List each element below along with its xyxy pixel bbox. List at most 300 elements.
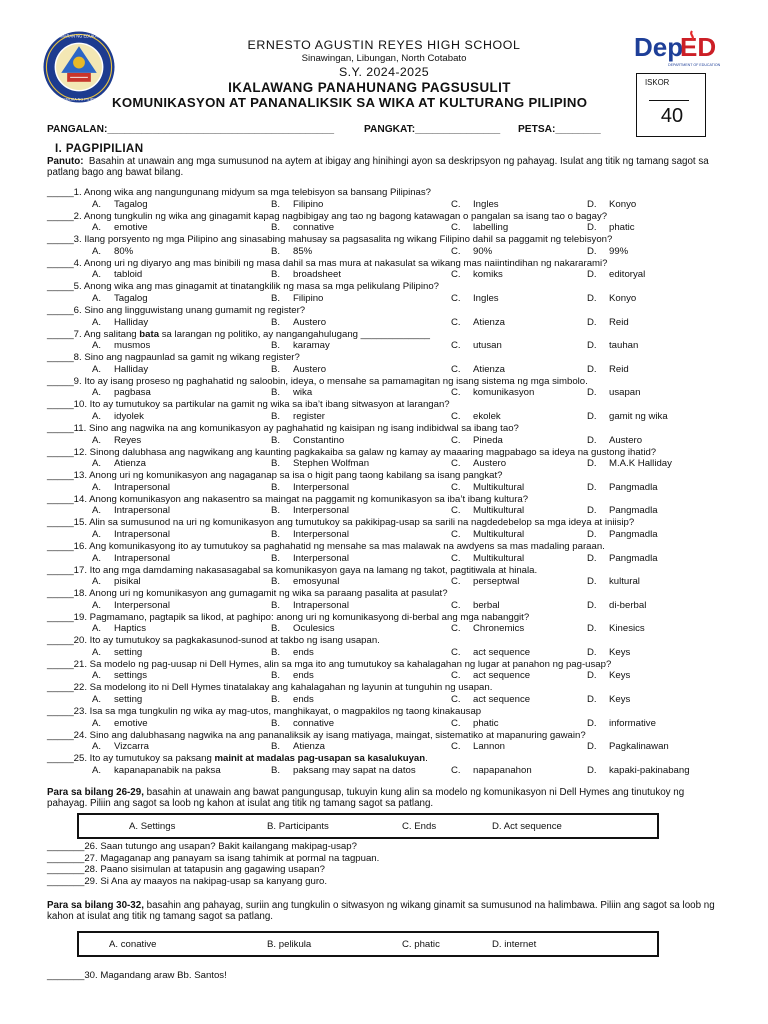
option-a[interactable] — [92, 529, 170, 541]
option-d[interactable] — [587, 458, 672, 470]
short-answer-item[interactable]: _______27. Magaganap ang panayam sa isang tahimik at pormal na tagpuan. — [47, 852, 380, 864]
question-item — [47, 753, 737, 777]
svg-text:ED: ED — [680, 32, 717, 62]
svg-text:REPUBLIKA NG PILIPINAS: REPUBLIKA NG PILIPINAS — [56, 97, 102, 102]
question-text[interactable]: _____1. Anong wika ang nangungunang midyum sa mga telebisyon sa bansang Pilipinas? — [47, 187, 432, 198]
option-d[interactable] — [587, 364, 629, 376]
option-letter: C. — [451, 599, 461, 611]
option-b[interactable] — [271, 553, 349, 565]
option-text: Tagalog — [114, 292, 148, 304]
option-b[interactable] — [271, 718, 334, 730]
question-item — [47, 234, 737, 258]
option-a[interactable] — [92, 647, 142, 659]
question-text[interactable]: _____12. Sinong dalubhasa ang nagwikang ang kaunting pagkakaiba sa galaw ng kamay ay maaaring magpabago sa ideya na gustong ihatid? — [47, 446, 657, 458]
option-letter: C. — [451, 245, 461, 257]
option-letter: B. — [271, 481, 281, 493]
option-letter: C. — [451, 363, 461, 375]
option-letter: B. — [271, 694, 281, 706]
option-c[interactable] — [451, 765, 532, 777]
option-letter: A. — [92, 599, 102, 611]
school-address: Sinawingan, Libungan, North Cotabato — [301, 53, 467, 64]
instructions — [47, 156, 723, 179]
option-c[interactable] — [451, 364, 505, 376]
option-text: napapanahon — [473, 764, 532, 776]
option-c[interactable] — [451, 553, 524, 565]
option-d[interactable] — [587, 765, 690, 777]
option-b[interactable] — [271, 647, 314, 659]
question-text[interactable]: _____23. Isa sa mga tungkulin ng wika ay mag-utos, manghikayat, o magpakilos ng taong kinakausap — [47, 706, 482, 718]
short-answer-item[interactable]: _______29. Si Ana ay maayos na nakipag-usap sa kanyang guro. — [47, 875, 328, 887]
option-a[interactable] — [92, 482, 170, 494]
option-letter: A. — [92, 434, 102, 446]
answer-options — [47, 411, 737, 423]
option-c[interactable] — [451, 387, 534, 399]
option-text: Lannon — [473, 741, 506, 753]
question-item — [47, 281, 737, 305]
option-c[interactable] — [451, 694, 530, 706]
option-letter: A. — [92, 670, 102, 682]
exam-title: IKALAWANG PANAHUNANG PAGSUSULIT — [228, 80, 511, 95]
option-a[interactable] — [92, 553, 170, 565]
option-a[interactable] — [92, 269, 142, 281]
option-text: Keys — [609, 694, 631, 706]
option-letter: B. — [271, 552, 281, 564]
option-b[interactable] — [271, 435, 344, 447]
short-answer-item[interactable]: _______28. Paano sisimulan at tatapusin ang gagawing usapan? — [47, 864, 325, 876]
option-d[interactable] — [587, 482, 658, 494]
question-item — [47, 706, 737, 730]
option-d[interactable] — [587, 340, 638, 352]
option-text: Multikultural — [473, 505, 525, 517]
group1-instructions — [47, 787, 723, 810]
question-text[interactable]: _____15. Alin sa sumusunod na uri ng komunikasyon ang tumutukoy sa pakikipag-usap sa sarili na nagdedebelop sa mga ideya at iniisip? — [47, 517, 635, 529]
option-a[interactable] — [92, 670, 147, 682]
option-b[interactable] — [271, 411, 325, 423]
option-b[interactable] — [271, 269, 341, 281]
option-letter: D. — [587, 741, 597, 753]
question-text[interactable] — [47, 329, 737, 341]
option-d[interactable] — [587, 505, 658, 517]
option-b[interactable] — [271, 741, 325, 753]
option-text: Austero — [293, 316, 327, 328]
question-text[interactable]: _____13. Anong uri ng komunikasyon ang nagaganap sa isa o higit pang taong kabilang sa isang pangkat? — [47, 470, 503, 482]
option-d[interactable] — [587, 269, 645, 281]
option-letter: A. — [92, 340, 102, 352]
option-c[interactable] — [451, 458, 506, 470]
option-d[interactable] — [587, 435, 642, 447]
short-answer-item[interactable]: _______30. Magandang araw Bb. Santos! — [47, 970, 227, 981]
group2-choice-b: B. pelikula — [267, 939, 312, 950]
answer-options — [47, 576, 737, 588]
option-text: Austero — [293, 363, 327, 375]
option-c[interactable] — [451, 482, 524, 494]
option-a[interactable] — [92, 576, 141, 588]
option-d[interactable] — [587, 623, 645, 635]
option-b[interactable] — [271, 505, 349, 517]
option-c[interactable] — [451, 199, 499, 211]
option-c[interactable] — [451, 505, 524, 517]
option-a[interactable] — [92, 293, 148, 305]
option-letter: D. — [587, 764, 597, 776]
question-item — [47, 258, 737, 282]
svg-text:KAGAWARAN NG EDUKASYON: KAGAWARAN NG EDUKASYON — [49, 33, 109, 39]
option-text: komunikasyon — [473, 387, 535, 399]
option-letter: D. — [587, 458, 597, 470]
option-a[interactable] — [92, 387, 151, 399]
option-c[interactable] — [451, 623, 524, 635]
question-text[interactable]: _____11. Sino ang nagwika na ang komunikasyon ay paghahatid ng kaisipan ng isang indibidwal sa ibang tao? — [47, 422, 519, 434]
option-text: Intrapersonal — [114, 481, 170, 493]
option-letter: D. — [587, 363, 597, 375]
option-a[interactable] — [92, 741, 149, 753]
option-a[interactable] — [92, 222, 148, 234]
option-text: Chronemics — [473, 623, 525, 635]
option-c[interactable] — [451, 269, 503, 281]
question-text[interactable]: _____9. Ito ay isang proseso ng paghahatid ng saloobin, ideya, o mensahe sa pamamagitan ng isang sistema ng mga simbolo. — [47, 375, 588, 387]
option-letter: C. — [451, 623, 461, 635]
option-letter: C. — [451, 340, 461, 352]
option-letter: A. — [92, 528, 102, 540]
question-item — [47, 659, 737, 683]
short-answer-item[interactable]: _______26. Saan tutungo ang usapan? Bakit kailangang makipag-usap? — [47, 841, 357, 852]
option-text: Intrapersonal — [114, 505, 170, 517]
option-c[interactable] — [451, 293, 499, 305]
score-label: ISKOR — [645, 78, 670, 87]
name-field[interactable]: PANGALAN:________________________________________ — [47, 124, 334, 135]
option-text: Reid — [609, 316, 629, 328]
question-text[interactable]: _____10. Ito ay tumutukoy sa partikular na gamit ng wika sa iba’t ibang sitwasyon at larangan? — [47, 399, 450, 411]
option-text: phatic — [609, 222, 635, 234]
option-c[interactable] — [451, 670, 530, 682]
option-text: Tagalog — [114, 198, 148, 210]
group2-intro-label: Para sa bilang 30-32, — [47, 900, 144, 911]
group1-choice-d: D. Act sequence — [492, 821, 562, 832]
question-text[interactable]: _____17. Ito ang mga damdaming nakasasagabal sa komunikasyon gaya na lamang ng takot, pagtitiwala at hinala. — [47, 564, 538, 576]
option-letter: A. — [92, 245, 102, 257]
question-text[interactable]: _____21. Sa modelo ng pag-uusap ni Dell Hymes, alin sa mga ito ang tumutukoy sa kahalagahan ng lugar at panahon ng pag-usap? — [47, 658, 612, 670]
option-c[interactable] — [451, 741, 505, 753]
option-b[interactable] — [271, 670, 314, 682]
option-letter: A. — [92, 410, 102, 422]
option-d[interactable] — [587, 576, 640, 588]
option-letter: D. — [587, 481, 597, 493]
school-name: ERNESTO AGUSTIN REYES HIGH SCHOOL — [247, 38, 521, 52]
option-letter: A. — [92, 363, 102, 375]
option-b[interactable] — [271, 694, 314, 706]
option-d[interactable] — [587, 553, 658, 565]
option-text: act sequence — [473, 694, 531, 706]
group2-items — [47, 970, 723, 982]
option-c[interactable] — [451, 317, 505, 329]
option-d[interactable] — [587, 246, 628, 258]
question-text[interactable]: _____24. Sino ang dalubhasang nagwika na ang pananaliksik ay isang matiyaga, maingat, sistematiko at mapanuring gawain? — [47, 729, 586, 741]
option-a[interactable] — [92, 623, 146, 635]
group2-instructions — [47, 900, 723, 923]
option-text: phatic — [473, 717, 499, 729]
option-letter: B. — [271, 458, 281, 470]
exam-subject: KOMUNIKASYON AT PANANALIKSIK SA WIKA AT KULTURANG PILIPINO — [112, 95, 588, 110]
option-text: broadsheet — [293, 269, 342, 281]
question-text[interactable]: _____18. Anong uri ng komunikasyon ang gumagamit ng wika sa paraang pasalita at pasulat? — [47, 588, 448, 600]
question-text-part: . — [425, 753, 428, 765]
option-letter: C. — [451, 387, 461, 399]
option-d[interactable] — [587, 694, 630, 706]
option-d[interactable] — [587, 411, 668, 423]
group2-choice-box — [77, 931, 659, 957]
option-text: Intrapersonal — [114, 552, 170, 564]
option-letter: D. — [587, 505, 597, 517]
option-letter: B. — [271, 198, 281, 210]
question-item — [47, 305, 737, 329]
option-text: wika — [293, 387, 313, 399]
option-b[interactable] — [271, 199, 323, 211]
option-text: Kinesics — [609, 623, 645, 635]
option-c[interactable] — [451, 340, 502, 352]
option-text: act sequence — [473, 670, 531, 682]
question-text[interactable]: _____20. Ito ay tumutukoy sa pagkakasunod-sunod at takbo ng isang usapan. — [47, 635, 380, 647]
option-text: perseptwal — [473, 576, 520, 588]
option-letter: B. — [271, 434, 281, 446]
option-letter: B. — [271, 222, 281, 234]
option-d[interactable] — [587, 529, 658, 541]
option-text: Filipino — [293, 292, 324, 304]
option-d[interactable] — [587, 293, 636, 305]
option-b[interactable] — [271, 387, 312, 399]
option-text: Halliday — [114, 363, 149, 375]
option-b[interactable] — [271, 293, 323, 305]
answer-options — [47, 364, 737, 376]
option-text: connative — [293, 717, 335, 729]
svg-text:Dep: Dep — [634, 32, 684, 62]
option-b[interactable] — [271, 364, 326, 376]
option-a[interactable] — [92, 435, 141, 447]
option-text: idyolek — [114, 410, 144, 422]
option-text: Halliday — [114, 316, 149, 328]
group1-choice-box — [77, 813, 659, 839]
option-text: emotive — [114, 222, 148, 234]
option-a[interactable] — [92, 718, 148, 730]
option-d[interactable] — [587, 222, 635, 234]
option-letter: B. — [271, 505, 281, 517]
option-text: utusan — [473, 340, 502, 352]
option-text: emotive — [114, 717, 148, 729]
option-letter: C. — [451, 198, 461, 210]
grade-field[interactable]: PANGKAT:_______________ — [364, 124, 501, 135]
option-letter: A. — [92, 481, 102, 493]
option-text: Keys — [609, 646, 631, 658]
group1-intro-text: basahin at unawain ang bawat pangungusap, tukuyin kung alin sa modelo ng komunikasyon ni Dell Hymes ang tinutukoy ng pahayag. Piliin ang sagot sa loob ng kahon at isulat ang titik ng tamang sagot sa patlang. — [47, 787, 685, 810]
option-letter: D. — [587, 717, 597, 729]
option-a[interactable] — [92, 694, 142, 706]
question-text[interactable]: _____4. Anong uri ng diyaryo ang mas binibili ng masa dahil sa mas mura at nakasulat sa wikang mas naiintindihan ng nakararami? — [47, 257, 608, 269]
question-text[interactable]: _____5. Anong wika ang mas ginagamit at tinatangkilik ng masa sa mga pelikulang Pilipino? — [47, 281, 439, 293]
option-text: Multikultural — [473, 481, 525, 493]
question-text-part: _____25. Ito ay tumutukoy sa paksang — [47, 753, 215, 765]
option-text: Pangmadla — [609, 552, 658, 564]
option-letter: C. — [451, 764, 461, 776]
option-letter: D. — [587, 222, 597, 234]
question-text[interactable]: _____2. Anong tungkulin ng wika ang ginagamit kapag nagbibigay ang tao ng bagong katawagan o pangalan sa isang tao o bagay? — [47, 210, 608, 222]
option-c[interactable] — [451, 222, 508, 234]
option-letter: B. — [271, 741, 281, 753]
option-text: Intrapersonal — [114, 528, 170, 540]
option-a[interactable] — [92, 340, 150, 352]
option-letter: D. — [587, 340, 597, 352]
score-blank[interactable] — [649, 100, 689, 101]
option-b[interactable] — [271, 317, 326, 329]
question-item — [47, 329, 737, 353]
option-d[interactable] — [587, 741, 669, 753]
option-text: Atienza — [293, 741, 325, 753]
option-text: Reyes — [114, 434, 142, 446]
group1-choice-b: B. Participants — [267, 821, 329, 832]
option-letter: B. — [271, 340, 281, 352]
option-a[interactable] — [92, 199, 148, 211]
option-letter: C. — [451, 552, 461, 564]
answer-options — [47, 718, 737, 730]
answer-options — [47, 670, 737, 682]
option-letter: A. — [92, 292, 102, 304]
option-text: Intrapersonal — [293, 599, 349, 611]
question-text[interactable]: _____8. Sino ang nagpaunlad sa gamit ng wikang register? — [47, 352, 300, 364]
option-letter: A. — [92, 764, 102, 776]
option-text: informative — [609, 717, 656, 729]
option-text: Multikultural — [473, 552, 525, 564]
answer-options — [47, 246, 737, 258]
option-text: Pangmadla — [609, 505, 658, 517]
option-a[interactable] — [92, 317, 148, 329]
option-letter: A. — [92, 316, 102, 328]
date-field[interactable]: PETSA:________ — [518, 124, 601, 135]
option-c[interactable] — [451, 718, 499, 730]
option-b[interactable] — [271, 623, 335, 635]
option-b[interactable] — [271, 765, 416, 777]
option-letter: A. — [92, 387, 102, 399]
option-text: kultural — [609, 576, 640, 588]
svg-text:DEPARTMENT OF EDUCATION: DEPARTMENT OF EDUCATION — [668, 63, 721, 67]
option-c[interactable] — [451, 529, 524, 541]
option-b[interactable] — [271, 246, 312, 258]
option-text: pisikal — [114, 576, 141, 588]
option-c[interactable] — [451, 576, 519, 588]
question-item — [47, 399, 737, 423]
option-letter: C. — [451, 434, 461, 446]
question-text[interactable]: _____22. Sa modelong ito ni Dell Hymes tinatalakay ang kahalagahan ng layunin at tunguhin ng usapan. — [47, 682, 493, 694]
option-d[interactable] — [587, 647, 630, 659]
option-c[interactable] — [451, 246, 492, 258]
option-letter: C. — [451, 717, 461, 729]
option-letter: D. — [587, 410, 597, 422]
question-item — [47, 541, 737, 565]
option-text: Constantino — [293, 434, 345, 446]
question-item — [47, 517, 737, 541]
option-a[interactable] — [92, 600, 170, 612]
question-text[interactable]: _____3. Ilang porsyento ng mga Pilipino ang sinasabing mahusay sa pagsasalita ng wikang Filipino dahil sa paggamit ng telebisyon? — [47, 234, 613, 246]
option-b[interactable] — [271, 482, 349, 494]
group2-choice-a: A. conative — [109, 939, 157, 950]
group2-choice-c: C. phatic — [402, 939, 440, 950]
option-letter: B. — [271, 316, 281, 328]
option-d[interactable] — [587, 600, 646, 612]
option-text: Konyo — [609, 198, 637, 210]
option-c[interactable] — [451, 647, 530, 659]
option-letter: B. — [271, 764, 281, 776]
option-text: 99% — [609, 245, 629, 257]
option-a[interactable] — [92, 411, 144, 423]
option-text: ends — [293, 694, 314, 706]
option-d[interactable] — [587, 317, 629, 329]
question-text[interactable]: _____19. Pagmamano, pagtapik sa likod, at paghipo: anong uri ng komunikasyong di-berbal ang mga nabanggit? — [47, 611, 530, 623]
group1-intro-label: Para sa bilang 26-29, — [47, 787, 144, 798]
option-letter: D. — [587, 316, 597, 328]
option-letter: B. — [271, 269, 281, 281]
option-letter: C. — [451, 222, 461, 234]
option-text: Konyo — [609, 292, 637, 304]
option-letter: B. — [271, 410, 281, 422]
option-a[interactable] — [92, 458, 146, 470]
option-text: 85% — [293, 245, 313, 257]
option-d[interactable] — [587, 670, 630, 682]
option-text: komiks — [473, 269, 503, 281]
option-b[interactable] — [271, 458, 369, 470]
option-b[interactable] — [271, 222, 334, 234]
option-a[interactable] — [92, 765, 221, 777]
option-d[interactable] — [587, 387, 640, 399]
option-letter: B. — [271, 387, 281, 399]
option-a[interactable] — [92, 505, 170, 517]
option-c[interactable] — [451, 411, 501, 423]
option-c[interactable] — [451, 435, 503, 447]
group1-choice-c: C. Ends — [402, 821, 437, 832]
option-text: kapanapanabik na paksa — [114, 764, 221, 776]
option-text: Interpersonal — [114, 599, 170, 611]
option-letter: C. — [451, 410, 461, 422]
option-d[interactable] — [587, 718, 656, 730]
option-letter: B. — [271, 363, 281, 375]
option-letter: D. — [587, 245, 597, 257]
option-letter: C. — [451, 670, 461, 682]
option-letter: A. — [92, 741, 102, 753]
option-b[interactable] — [271, 576, 339, 588]
option-b[interactable] — [271, 600, 349, 612]
question-text[interactable]: _____14. Anong komunikasyon ang nakasentro sa maingat na paggamit ng komunikasyon sa iba’t ibang kultura? — [47, 493, 529, 505]
option-text: 90% — [473, 245, 493, 257]
option-text: Austero — [609, 434, 643, 446]
option-letter: B. — [271, 292, 281, 304]
question-text[interactable]: _____16. Ang komunikasyong ito ay tumutukoy sa paghahatid ng mensahe sa mas malawak na awdyens sa mas madaling paraan. — [47, 540, 605, 552]
option-letter: D. — [587, 528, 597, 540]
option-b[interactable] — [271, 340, 330, 352]
question-text[interactable] — [47, 753, 737, 765]
option-text: usapan — [609, 387, 641, 399]
option-text: Interpersonal — [293, 505, 349, 517]
option-text: Interpersonal — [293, 528, 349, 540]
option-a[interactable] — [92, 364, 148, 376]
option-letter: B. — [271, 245, 281, 257]
option-c[interactable] — [451, 600, 500, 612]
option-a[interactable] — [92, 246, 133, 258]
group2-choice-d: D. internet — [492, 939, 537, 950]
option-d[interactable] — [587, 199, 636, 211]
option-b[interactable] — [271, 529, 349, 541]
question-text[interactable]: _____6. Sino ang lingguwistang unang gumamit ng register? — [47, 304, 306, 316]
question-item — [47, 187, 737, 211]
answer-options — [47, 694, 737, 706]
question-item — [47, 423, 737, 447]
option-letter: D. — [587, 198, 597, 210]
option-letter: B. — [271, 576, 281, 588]
option-text: Haptics — [114, 623, 146, 635]
